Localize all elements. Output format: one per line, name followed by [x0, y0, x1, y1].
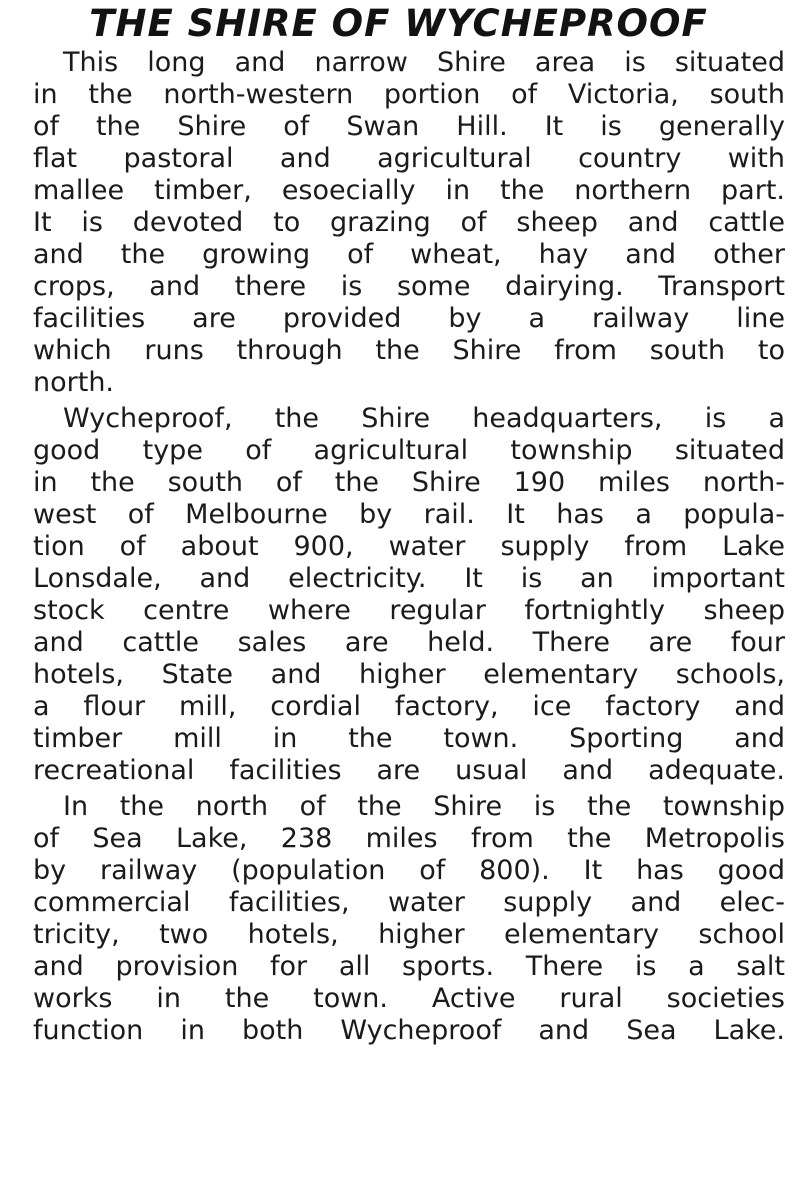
paragraph-3-line-1: In the north of the Shire is the township: [63, 791, 785, 822]
paragraph-2-line-4: west of Melbourne by rail. It has a popula-: [33, 499, 785, 530]
document-title: THE SHIRE OF WYCHEPROOF: [89, 2, 708, 45]
paragraph-3-line-8: function in both Wycheproof and Sea Lake.: [33, 1015, 785, 1046]
paragraph-2-line-9: hotels, State and higher elementary schools,: [33, 659, 785, 690]
paragraph-2-line-12: recreational facilities are usual and adequate.: [33, 755, 785, 786]
paragraph-1-line-10: which runs through the Shire from south to: [33, 335, 785, 366]
paragraph-3-line-2: of Sea Lake, 238 miles from the Metropolis: [33, 823, 785, 854]
paragraph-2-line-11: timber mill in the town. Sporting and: [33, 723, 785, 754]
paragraph-3-line-3: by railway (population of 800). It has good: [33, 855, 785, 886]
paragraph-1-line-5: mallee timber, esoecially in the northern part.: [33, 175, 785, 206]
paragraph-1-line-1: This long and narrow Shire area is situated: [63, 47, 785, 78]
paragraph-1-line-11: north.: [33, 367, 115, 398]
paragraph-2-line-1: Wycheproof, the Shire headquarters, is a: [63, 403, 785, 434]
paragraph-1-line-6: It is devoted to grazing of sheep and cattle: [33, 207, 785, 238]
paragraph-1-line-2: in the north-western portion of Victoria, south: [33, 79, 785, 110]
paragraph-3-line-6: and provision for all sports. There is a salt: [33, 951, 785, 982]
paragraph-1-line-8: crops, and there is some dairying. Transport: [33, 271, 785, 302]
paragraph-1-line-7: and the growing of wheat, hay and other: [33, 239, 785, 270]
paragraph-2-line-8: and cattle sales are held. There are four: [33, 627, 785, 658]
paragraph-3-line-5: tricity, two hotels, higher elementary school: [33, 919, 785, 950]
paragraph-2-line-2: good type of agricultural township situated: [33, 435, 785, 466]
paragraph-2-line-3: in the south of the Shire 190 miles north-: [33, 467, 785, 498]
paragraph-3-line-4: commercial facilities, water supply and elec-: [33, 887, 785, 918]
paragraph-2-line-7: stock centre where regular fortnightly sheep: [33, 595, 785, 626]
paragraph-1-line-4: flat pastoral and agricultural country with: [33, 143, 785, 174]
paragraph-1-line-9: facilities are provided by a railway line: [33, 303, 785, 334]
paragraph-2-line-5: tion of about 900, water supply from Lake: [33, 531, 785, 562]
paragraph-2-line-6: Lonsdale, and electricity. It is an important: [33, 563, 785, 594]
paragraph-1-line-3: of the Shire of Swan Hill. It is generally: [33, 111, 785, 142]
paragraph-2-line-10: a flour mill, cordial factory, ice factory and: [33, 691, 785, 722]
paragraph-3-line-7: works in the town. Active rural societies: [33, 983, 785, 1014]
